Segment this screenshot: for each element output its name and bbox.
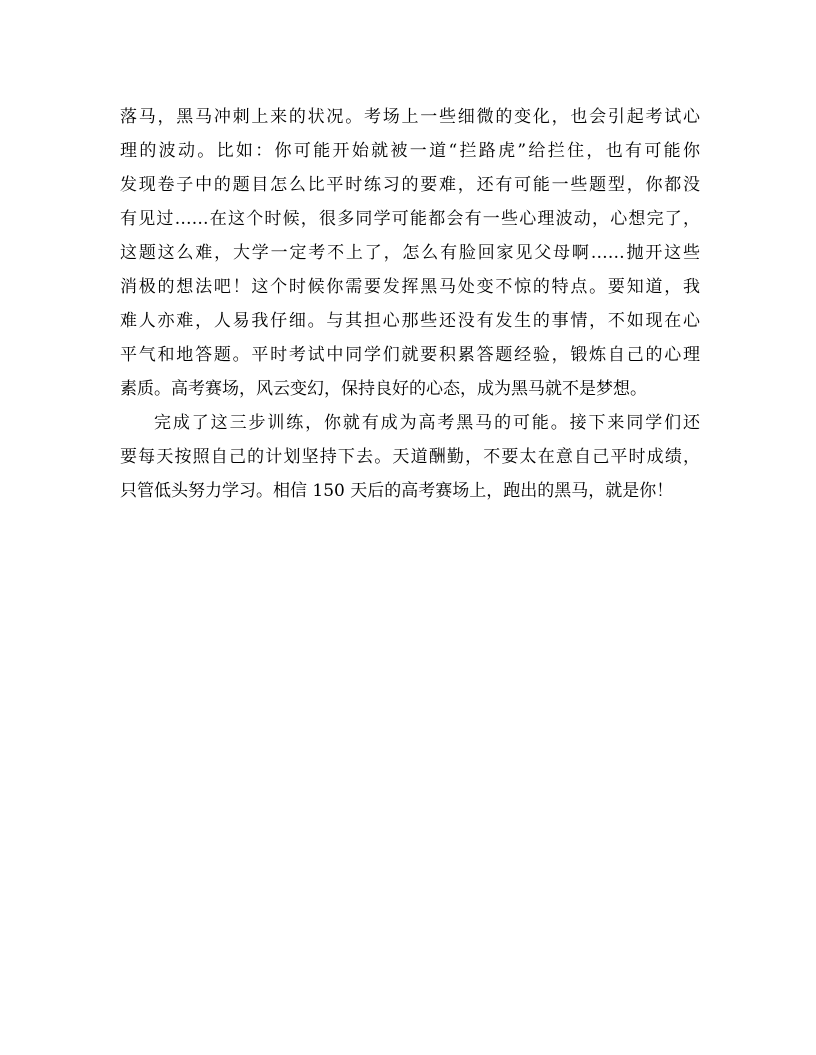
text-line: 这题这么难，大学一定考不上了，怎么有脸回家见父母啊……抛开这些: [120, 243, 700, 263]
paragraph-1: [120, 100, 700, 406]
text-line: 完成了这三步训练，你就有成为高考黑马的可能。接下来同学们还: [154, 413, 700, 433]
text-line: 理的波动。比如：你可能开始就被一道“拦路虎”给拦住，也有可能你: [120, 141, 700, 161]
body-text: [120, 100, 700, 508]
paragraph-2: [120, 406, 700, 508]
text-line: 平气和地答题。平时考试中同学们就要积累答题经验，锻炼自己的心理: [120, 345, 700, 365]
text-line: 消极的想法吧！这个时候你需要发挥黑马处变不惊的特点。要知道，我: [120, 277, 700, 297]
text-line: 难人亦难，人易我仔细。与其担心那些还没有发生的事情，不如现在心: [120, 311, 700, 331]
text-line: 发现卷子中的题目怎么比平时练习的要难，还有可能一些题型，你都没: [120, 175, 700, 195]
text-line: 落马，黑马冲刺上来的状况。考场上一些细微的变化，也会引起考试心: [120, 107, 700, 127]
text-line: 只管低头努力学习。相信 150 天后的高考赛场上，跑出的黑马，就是你！: [120, 481, 674, 501]
text-line: 要每天按照自己的计划坚持下去。天道酬勤，不要太在意自己平时成绩，: [120, 447, 700, 467]
text-line: 有见过……在这个时候，很多同学可能都会有一些心理波动，心想完了，: [120, 209, 700, 229]
text-line: 素质。高考赛场，风云变幻，保持良好的心态，成为黑马就不是梦想。: [120, 379, 647, 399]
